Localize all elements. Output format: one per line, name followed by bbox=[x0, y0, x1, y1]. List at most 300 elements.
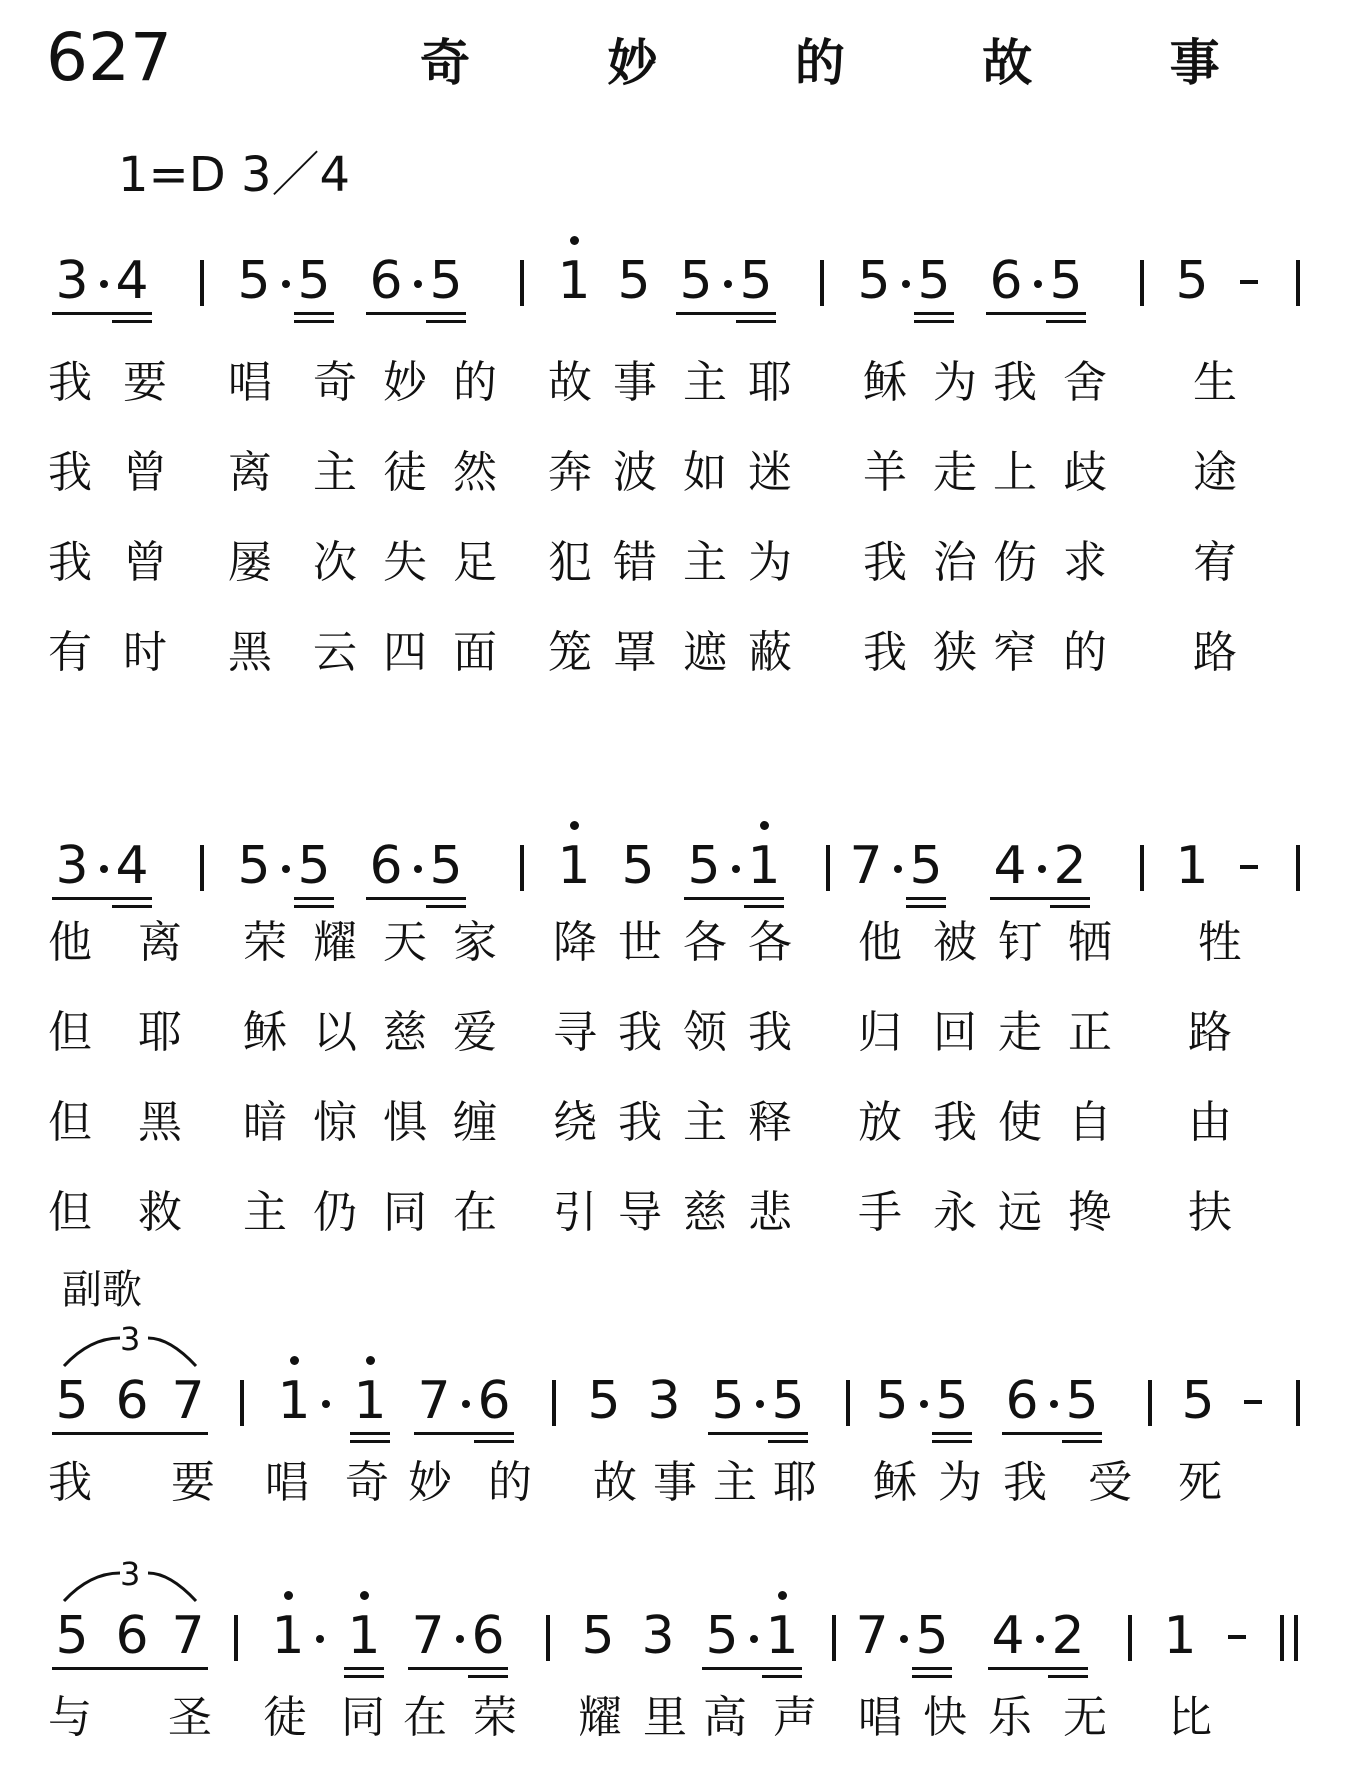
duration-underline bbox=[990, 897, 1090, 900]
hymn-title: 奇 妙 的 故 事 bbox=[420, 33, 1280, 92]
lyric-char: 在 bbox=[453, 1187, 497, 1238]
note: 4 bbox=[115, 251, 149, 311]
note: 5 bbox=[1181, 1371, 1215, 1431]
augmentation-dot bbox=[100, 865, 108, 873]
lyric-char: 他 bbox=[858, 917, 902, 968]
lyric-char: 有 bbox=[48, 627, 92, 678]
lyric-char: 途 bbox=[1193, 447, 1237, 498]
lyric-char: 离 bbox=[138, 917, 182, 968]
lyric-char: 耀 bbox=[313, 917, 357, 968]
octave-dot bbox=[760, 821, 769, 830]
note: 4 bbox=[115, 836, 149, 896]
extension-dash bbox=[1228, 1635, 1246, 1639]
lyric-char: 主 bbox=[683, 357, 727, 408]
lyric-char: 他 bbox=[48, 917, 92, 968]
lyric-char: 歧 bbox=[1063, 447, 1107, 498]
note: 5 bbox=[875, 1371, 909, 1431]
duration-underline bbox=[914, 312, 954, 315]
lyric-char: 声 bbox=[773, 1692, 817, 1743]
lyric-char: 受 bbox=[1088, 1457, 1132, 1508]
lyric-line-chorus-1 bbox=[0, 1455, 1352, 1511]
lyric-char: 失 bbox=[383, 537, 427, 588]
duration-underline bbox=[768, 1440, 808, 1443]
lyric-char: 黑 bbox=[138, 1097, 182, 1148]
lyric-char: 故 bbox=[548, 357, 592, 408]
lyric-char: 事 bbox=[653, 1457, 697, 1508]
lyric-char: 遮 bbox=[683, 627, 727, 678]
duration-underline bbox=[344, 1667, 384, 1670]
bar-line bbox=[826, 845, 830, 891]
lyric-char: 然 bbox=[453, 447, 497, 498]
lyric-char: 奇 bbox=[345, 1457, 389, 1508]
lyric-char: 要 bbox=[171, 1457, 215, 1508]
augmentation-dot bbox=[1038, 865, 1046, 873]
lyric-char: 被 bbox=[933, 917, 977, 968]
lyric-char: 如 bbox=[683, 447, 727, 498]
duration-underline bbox=[986, 312, 1086, 315]
lyric-char: 走 bbox=[998, 1007, 1042, 1058]
note: 5 bbox=[55, 1606, 89, 1666]
lyric-char: 妙 bbox=[383, 357, 427, 408]
lyric-char: 黑 bbox=[228, 627, 272, 678]
bar-line bbox=[1296, 845, 1300, 891]
lyric-char: 慈 bbox=[383, 1007, 427, 1058]
lyric-char: 耶 bbox=[773, 1457, 817, 1508]
duration-underline bbox=[676, 312, 776, 315]
note: 5 bbox=[237, 836, 271, 896]
lyric-char: 归 bbox=[858, 1007, 902, 1058]
lyric-char: 远 bbox=[998, 1187, 1042, 1238]
lyric-line-verse-8 bbox=[0, 1185, 1352, 1241]
octave-dot bbox=[284, 1591, 293, 1600]
duration-underline bbox=[932, 1440, 972, 1443]
lyric-char: 死 bbox=[1178, 1457, 1222, 1508]
lyric-char: 由 bbox=[1188, 1097, 1232, 1148]
duration-underline bbox=[426, 320, 466, 323]
lyric-char: 悲 bbox=[748, 1187, 792, 1238]
note: 2 bbox=[1053, 836, 1087, 896]
lyric-char: 爱 bbox=[453, 1007, 497, 1058]
lyric-char: 我 bbox=[618, 1007, 662, 1058]
note: 6 bbox=[477, 1371, 511, 1431]
lyric-char: 扶 bbox=[1188, 1187, 1232, 1238]
lyric-char: 曾 bbox=[123, 537, 167, 588]
extension-dash bbox=[1244, 1400, 1262, 1404]
lyric-char: 乐 bbox=[988, 1692, 1032, 1743]
lyric-char: 缠 bbox=[453, 1097, 497, 1148]
duration-underline bbox=[1062, 1440, 1102, 1443]
lyric-char: 徒 bbox=[383, 447, 427, 498]
note: 3 bbox=[641, 1606, 675, 1666]
note: 1 bbox=[557, 836, 591, 896]
lyric-char: 惊 bbox=[313, 1097, 357, 1148]
lyric-char: 唱 bbox=[265, 1457, 309, 1508]
note: 1 bbox=[353, 1371, 387, 1431]
lyric-char: 笼 bbox=[548, 627, 592, 678]
lyric-char: 曾 bbox=[123, 447, 167, 498]
duration-underline bbox=[366, 897, 466, 900]
lyric-char: 但 bbox=[48, 1007, 92, 1058]
lyric-char: 但 bbox=[48, 1097, 92, 1148]
lyric-char: 路 bbox=[1188, 1007, 1232, 1058]
bar-line bbox=[520, 260, 524, 306]
lyric-char: 仍 bbox=[313, 1187, 357, 1238]
octave-dot bbox=[290, 1356, 299, 1365]
bar-line bbox=[1296, 260, 1300, 306]
notation-staff bbox=[0, 220, 1352, 330]
lyric-char: 治 bbox=[933, 537, 977, 588]
lyric-char: 迷 bbox=[748, 447, 792, 498]
lyric-char: 的 bbox=[1063, 627, 1107, 678]
lyric-char: 波 bbox=[613, 447, 657, 498]
lyric-line-verse-4 bbox=[0, 625, 1352, 681]
note: 1 bbox=[765, 1606, 799, 1666]
lyric-line-verse-5 bbox=[0, 915, 1352, 971]
duration-underline bbox=[112, 905, 152, 908]
lyric-char: 主 bbox=[713, 1457, 757, 1508]
note: 5 bbox=[705, 1606, 739, 1666]
note: 6 bbox=[369, 836, 403, 896]
lyric-char: 我 bbox=[48, 1457, 92, 1508]
lyric-char: 与 bbox=[48, 1692, 92, 1743]
note: 5 bbox=[857, 251, 891, 311]
lyric-char: 快 bbox=[923, 1692, 967, 1743]
bar-line bbox=[1296, 1380, 1300, 1426]
note: 7 bbox=[411, 1606, 445, 1666]
note: 1 bbox=[747, 836, 781, 896]
bar-line bbox=[240, 1380, 244, 1426]
lyric-char: 寻 bbox=[553, 1007, 597, 1058]
lyric-char: 天 bbox=[383, 917, 427, 968]
lyric-char: 走 bbox=[933, 447, 977, 498]
duration-underline bbox=[744, 905, 784, 908]
octave-dot bbox=[570, 821, 579, 830]
note: 7 bbox=[417, 1371, 451, 1431]
lyric-char: 同 bbox=[341, 1692, 385, 1743]
lyric-char: 路 bbox=[1193, 627, 1237, 678]
triplet-number: 3 bbox=[120, 1555, 141, 1593]
notation-staff bbox=[0, 1320, 1352, 1450]
lyric-char: 上 bbox=[993, 447, 1037, 498]
lyric-char: 世 bbox=[618, 917, 662, 968]
duration-underline bbox=[414, 1432, 514, 1435]
lyric-char: 降 bbox=[553, 917, 597, 968]
note: 7 bbox=[171, 1371, 205, 1431]
bar-line bbox=[1148, 1380, 1152, 1426]
note: 5 bbox=[915, 1606, 949, 1666]
augmentation-dot bbox=[414, 865, 422, 873]
notation-staff bbox=[0, 805, 1352, 915]
augmentation-dot bbox=[920, 1400, 928, 1408]
note: 1 bbox=[277, 1371, 311, 1431]
lyric-char: 我 bbox=[48, 357, 92, 408]
duration-underline bbox=[426, 905, 466, 908]
lyric-char: 家 bbox=[453, 917, 497, 968]
note: 6 bbox=[115, 1606, 149, 1666]
octave-dot bbox=[360, 1591, 369, 1600]
augmentation-dot bbox=[724, 280, 732, 288]
lyric-line-verse-7 bbox=[0, 1095, 1352, 1151]
lyric-char: 里 bbox=[643, 1692, 687, 1743]
lyric-char: 我 bbox=[863, 537, 907, 588]
lyric-line-chorus-2 bbox=[0, 1690, 1352, 1746]
lyric-char: 时 bbox=[123, 627, 167, 678]
lyric-char: 生 bbox=[1193, 357, 1237, 408]
bar-line bbox=[1140, 260, 1144, 306]
duration-underline bbox=[366, 312, 466, 315]
note: 3 bbox=[647, 1371, 681, 1431]
lyric-char: 荣 bbox=[473, 1692, 517, 1743]
duration-underline bbox=[988, 1667, 1088, 1670]
note: 5 bbox=[909, 836, 943, 896]
lyric-char: 无 bbox=[1063, 1692, 1107, 1743]
duration-underline bbox=[912, 1667, 952, 1670]
extension-dash bbox=[1240, 865, 1258, 869]
duration-underline bbox=[736, 320, 776, 323]
lyric-char: 耀 bbox=[578, 1692, 622, 1743]
lyric-char: 在 bbox=[403, 1692, 447, 1743]
bar-line bbox=[1280, 1615, 1284, 1661]
lyric-char: 搀 bbox=[1068, 1187, 1112, 1238]
lyric-char: 的 bbox=[488, 1457, 532, 1508]
lyric-char: 各 bbox=[748, 917, 792, 968]
lyric-char: 荣 bbox=[243, 917, 287, 968]
bar-line bbox=[200, 845, 204, 891]
note: 5 bbox=[1049, 251, 1083, 311]
lyric-char: 稣 bbox=[243, 1007, 287, 1058]
lyric-char: 我 bbox=[993, 357, 1037, 408]
lyric-char: 要 bbox=[123, 357, 167, 408]
note: 5 bbox=[917, 251, 951, 311]
lyric-char: 耶 bbox=[138, 1007, 182, 1058]
note: 5 bbox=[429, 836, 463, 896]
lyric-char: 错 bbox=[613, 537, 657, 588]
note: 5 bbox=[581, 1606, 615, 1666]
lyric-char: 主 bbox=[313, 447, 357, 498]
octave-dot bbox=[366, 1356, 375, 1365]
duration-underline bbox=[408, 1667, 508, 1670]
lyric-char: 足 bbox=[453, 537, 497, 588]
note: 5 bbox=[771, 1371, 805, 1431]
note: 5 bbox=[429, 251, 463, 311]
note: 3 bbox=[55, 251, 89, 311]
lyric-char: 离 bbox=[228, 447, 272, 498]
lyric-char: 我 bbox=[48, 447, 92, 498]
lyric-char: 钉 bbox=[998, 917, 1042, 968]
note: 7 bbox=[171, 1606, 205, 1666]
lyric-char: 惧 bbox=[383, 1097, 427, 1148]
note: 6 bbox=[471, 1606, 505, 1666]
lyric-char: 犯 bbox=[548, 537, 592, 588]
lyric-char: 罩 bbox=[613, 627, 657, 678]
augmentation-dot bbox=[414, 280, 422, 288]
note: 4 bbox=[993, 836, 1027, 896]
triplet-number: 3 bbox=[120, 1320, 141, 1358]
lyric-char: 自 bbox=[1068, 1097, 1112, 1148]
duration-underline bbox=[350, 1440, 390, 1443]
lyric-char: 主 bbox=[683, 537, 727, 588]
chorus-label: 副歌 bbox=[62, 1267, 142, 1313]
augmentation-dot bbox=[756, 1400, 764, 1408]
octave-dot bbox=[778, 1591, 787, 1600]
lyric-char: 引 bbox=[553, 1187, 597, 1238]
lyric-char: 舍 bbox=[1063, 357, 1107, 408]
duration-underline bbox=[684, 897, 784, 900]
duration-underline bbox=[708, 1432, 808, 1435]
augmentation-dot bbox=[1050, 1400, 1058, 1408]
lyric-char: 我 bbox=[933, 1097, 977, 1148]
duration-underline bbox=[1050, 905, 1090, 908]
lyric-char: 绕 bbox=[553, 1097, 597, 1148]
lyric-char: 宥 bbox=[1193, 537, 1237, 588]
bar-line bbox=[820, 260, 824, 306]
note: 6 bbox=[1005, 1371, 1039, 1431]
lyric-char: 放 bbox=[858, 1097, 902, 1148]
lyric-char: 导 bbox=[618, 1187, 662, 1238]
duration-underline bbox=[344, 1675, 384, 1678]
lyric-char: 徒 bbox=[263, 1692, 307, 1743]
bar-line bbox=[552, 1380, 556, 1426]
lyric-char: 牺 bbox=[1068, 917, 1112, 968]
duration-underline bbox=[52, 1667, 208, 1670]
note: 7 bbox=[849, 836, 883, 896]
key-signature: 1=D 3／4 bbox=[118, 147, 351, 203]
lyric-char: 主 bbox=[243, 1187, 287, 1238]
lyric-char: 窄 bbox=[993, 627, 1037, 678]
lyric-char: 羊 bbox=[863, 447, 907, 498]
note: 5 bbox=[55, 1371, 89, 1431]
lyric-char: 我 bbox=[48, 537, 92, 588]
lyric-char: 为 bbox=[938, 1457, 982, 1508]
augmentation-dot bbox=[894, 865, 902, 873]
lyric-char: 唱 bbox=[858, 1692, 902, 1743]
note: 5 bbox=[711, 1371, 745, 1431]
lyric-char: 狭 bbox=[933, 627, 977, 678]
note: 1 bbox=[347, 1606, 381, 1666]
lyric-char: 我 bbox=[748, 1007, 792, 1058]
note: 2 bbox=[1051, 1606, 1085, 1666]
augmentation-dot bbox=[316, 1635, 324, 1643]
note: 1 bbox=[1163, 1606, 1197, 1666]
lyric-char: 牲 bbox=[1198, 917, 1242, 968]
augmentation-dot bbox=[282, 280, 290, 288]
lyric-char: 为 bbox=[748, 537, 792, 588]
lyric-char: 领 bbox=[683, 1007, 727, 1058]
lyric-char: 云 bbox=[313, 627, 357, 678]
note: 5 bbox=[621, 836, 655, 896]
lyric-char: 比 bbox=[1168, 1692, 1212, 1743]
lyric-char: 为 bbox=[933, 357, 977, 408]
lyric-char: 次 bbox=[313, 537, 357, 588]
lyric-char: 蔽 bbox=[748, 627, 792, 678]
duration-underline bbox=[912, 1675, 952, 1678]
note: 6 bbox=[369, 251, 403, 311]
octave-dot bbox=[570, 236, 579, 245]
lyric-char: 但 bbox=[48, 1187, 92, 1238]
augmentation-dot bbox=[100, 280, 108, 288]
lyric-char: 手 bbox=[858, 1187, 902, 1238]
note: 5 bbox=[687, 836, 721, 896]
lyric-char: 妙 bbox=[408, 1457, 452, 1508]
note: 5 bbox=[617, 251, 651, 311]
note: 1 bbox=[1175, 836, 1209, 896]
duration-underline bbox=[914, 320, 954, 323]
hymn-number: 627 bbox=[46, 19, 172, 96]
augmentation-dot bbox=[902, 280, 910, 288]
lyric-char: 唱 bbox=[228, 357, 272, 408]
lyric-char: 圣 bbox=[168, 1692, 212, 1743]
duration-underline bbox=[932, 1432, 972, 1435]
note: 1 bbox=[271, 1606, 305, 1666]
lyric-char: 故 bbox=[593, 1457, 637, 1508]
augmentation-dot bbox=[462, 1400, 470, 1408]
lyric-char: 我 bbox=[618, 1097, 662, 1148]
lyric-char: 使 bbox=[998, 1097, 1042, 1148]
lyric-char: 事 bbox=[613, 357, 657, 408]
lyric-line-verse-3 bbox=[0, 535, 1352, 591]
extension-dash bbox=[1240, 280, 1258, 284]
lyric-char: 暗 bbox=[243, 1097, 287, 1148]
lyric-char: 耶 bbox=[748, 357, 792, 408]
note: 7 bbox=[855, 1606, 889, 1666]
duration-underline bbox=[474, 1440, 514, 1443]
lyric-char: 高 bbox=[703, 1692, 747, 1743]
lyric-char: 我 bbox=[863, 627, 907, 678]
duration-underline bbox=[1048, 1675, 1088, 1678]
lyric-char: 慈 bbox=[683, 1187, 727, 1238]
lyric-char: 面 bbox=[453, 627, 497, 678]
lyric-char: 同 bbox=[383, 1187, 427, 1238]
augmentation-dot bbox=[732, 865, 740, 873]
lyric-char: 主 bbox=[683, 1097, 727, 1148]
lyric-char: 永 bbox=[933, 1187, 977, 1238]
augmentation-dot bbox=[322, 1400, 330, 1408]
duration-underline bbox=[52, 312, 152, 315]
note: 5 bbox=[739, 251, 773, 311]
lyric-char: 回 bbox=[933, 1007, 977, 1058]
duration-underline bbox=[1046, 320, 1086, 323]
lyric-char: 以 bbox=[313, 1007, 357, 1058]
note: 5 bbox=[679, 251, 713, 311]
bar-line bbox=[200, 260, 204, 306]
lyric-char: 伤 bbox=[993, 537, 1037, 588]
note: 5 bbox=[935, 1371, 969, 1431]
note: 5 bbox=[237, 251, 271, 311]
bar-line bbox=[546, 1615, 550, 1661]
lyric-char: 我 bbox=[1003, 1457, 1047, 1508]
lyric-char: 屡 bbox=[228, 537, 272, 588]
notation-staff bbox=[0, 1555, 1352, 1685]
bar-line bbox=[1140, 845, 1144, 891]
bar-line bbox=[520, 845, 524, 891]
bar-line bbox=[832, 1615, 836, 1661]
duration-underline bbox=[294, 905, 334, 908]
duration-underline bbox=[702, 1667, 802, 1670]
note: 5 bbox=[297, 836, 331, 896]
lyric-char: 释 bbox=[748, 1097, 792, 1148]
note: 5 bbox=[587, 1371, 621, 1431]
lyric-char: 稣 bbox=[863, 357, 907, 408]
lyric-char: 稣 bbox=[873, 1457, 917, 1508]
duration-underline bbox=[906, 897, 946, 900]
lyric-line-verse-6 bbox=[0, 1005, 1352, 1061]
note: 6 bbox=[989, 251, 1023, 311]
augmentation-dot bbox=[750, 1635, 758, 1643]
note: 6 bbox=[115, 1371, 149, 1431]
augmentation-dot bbox=[456, 1635, 464, 1643]
duration-underline bbox=[294, 320, 334, 323]
duration-underline bbox=[762, 1675, 802, 1678]
